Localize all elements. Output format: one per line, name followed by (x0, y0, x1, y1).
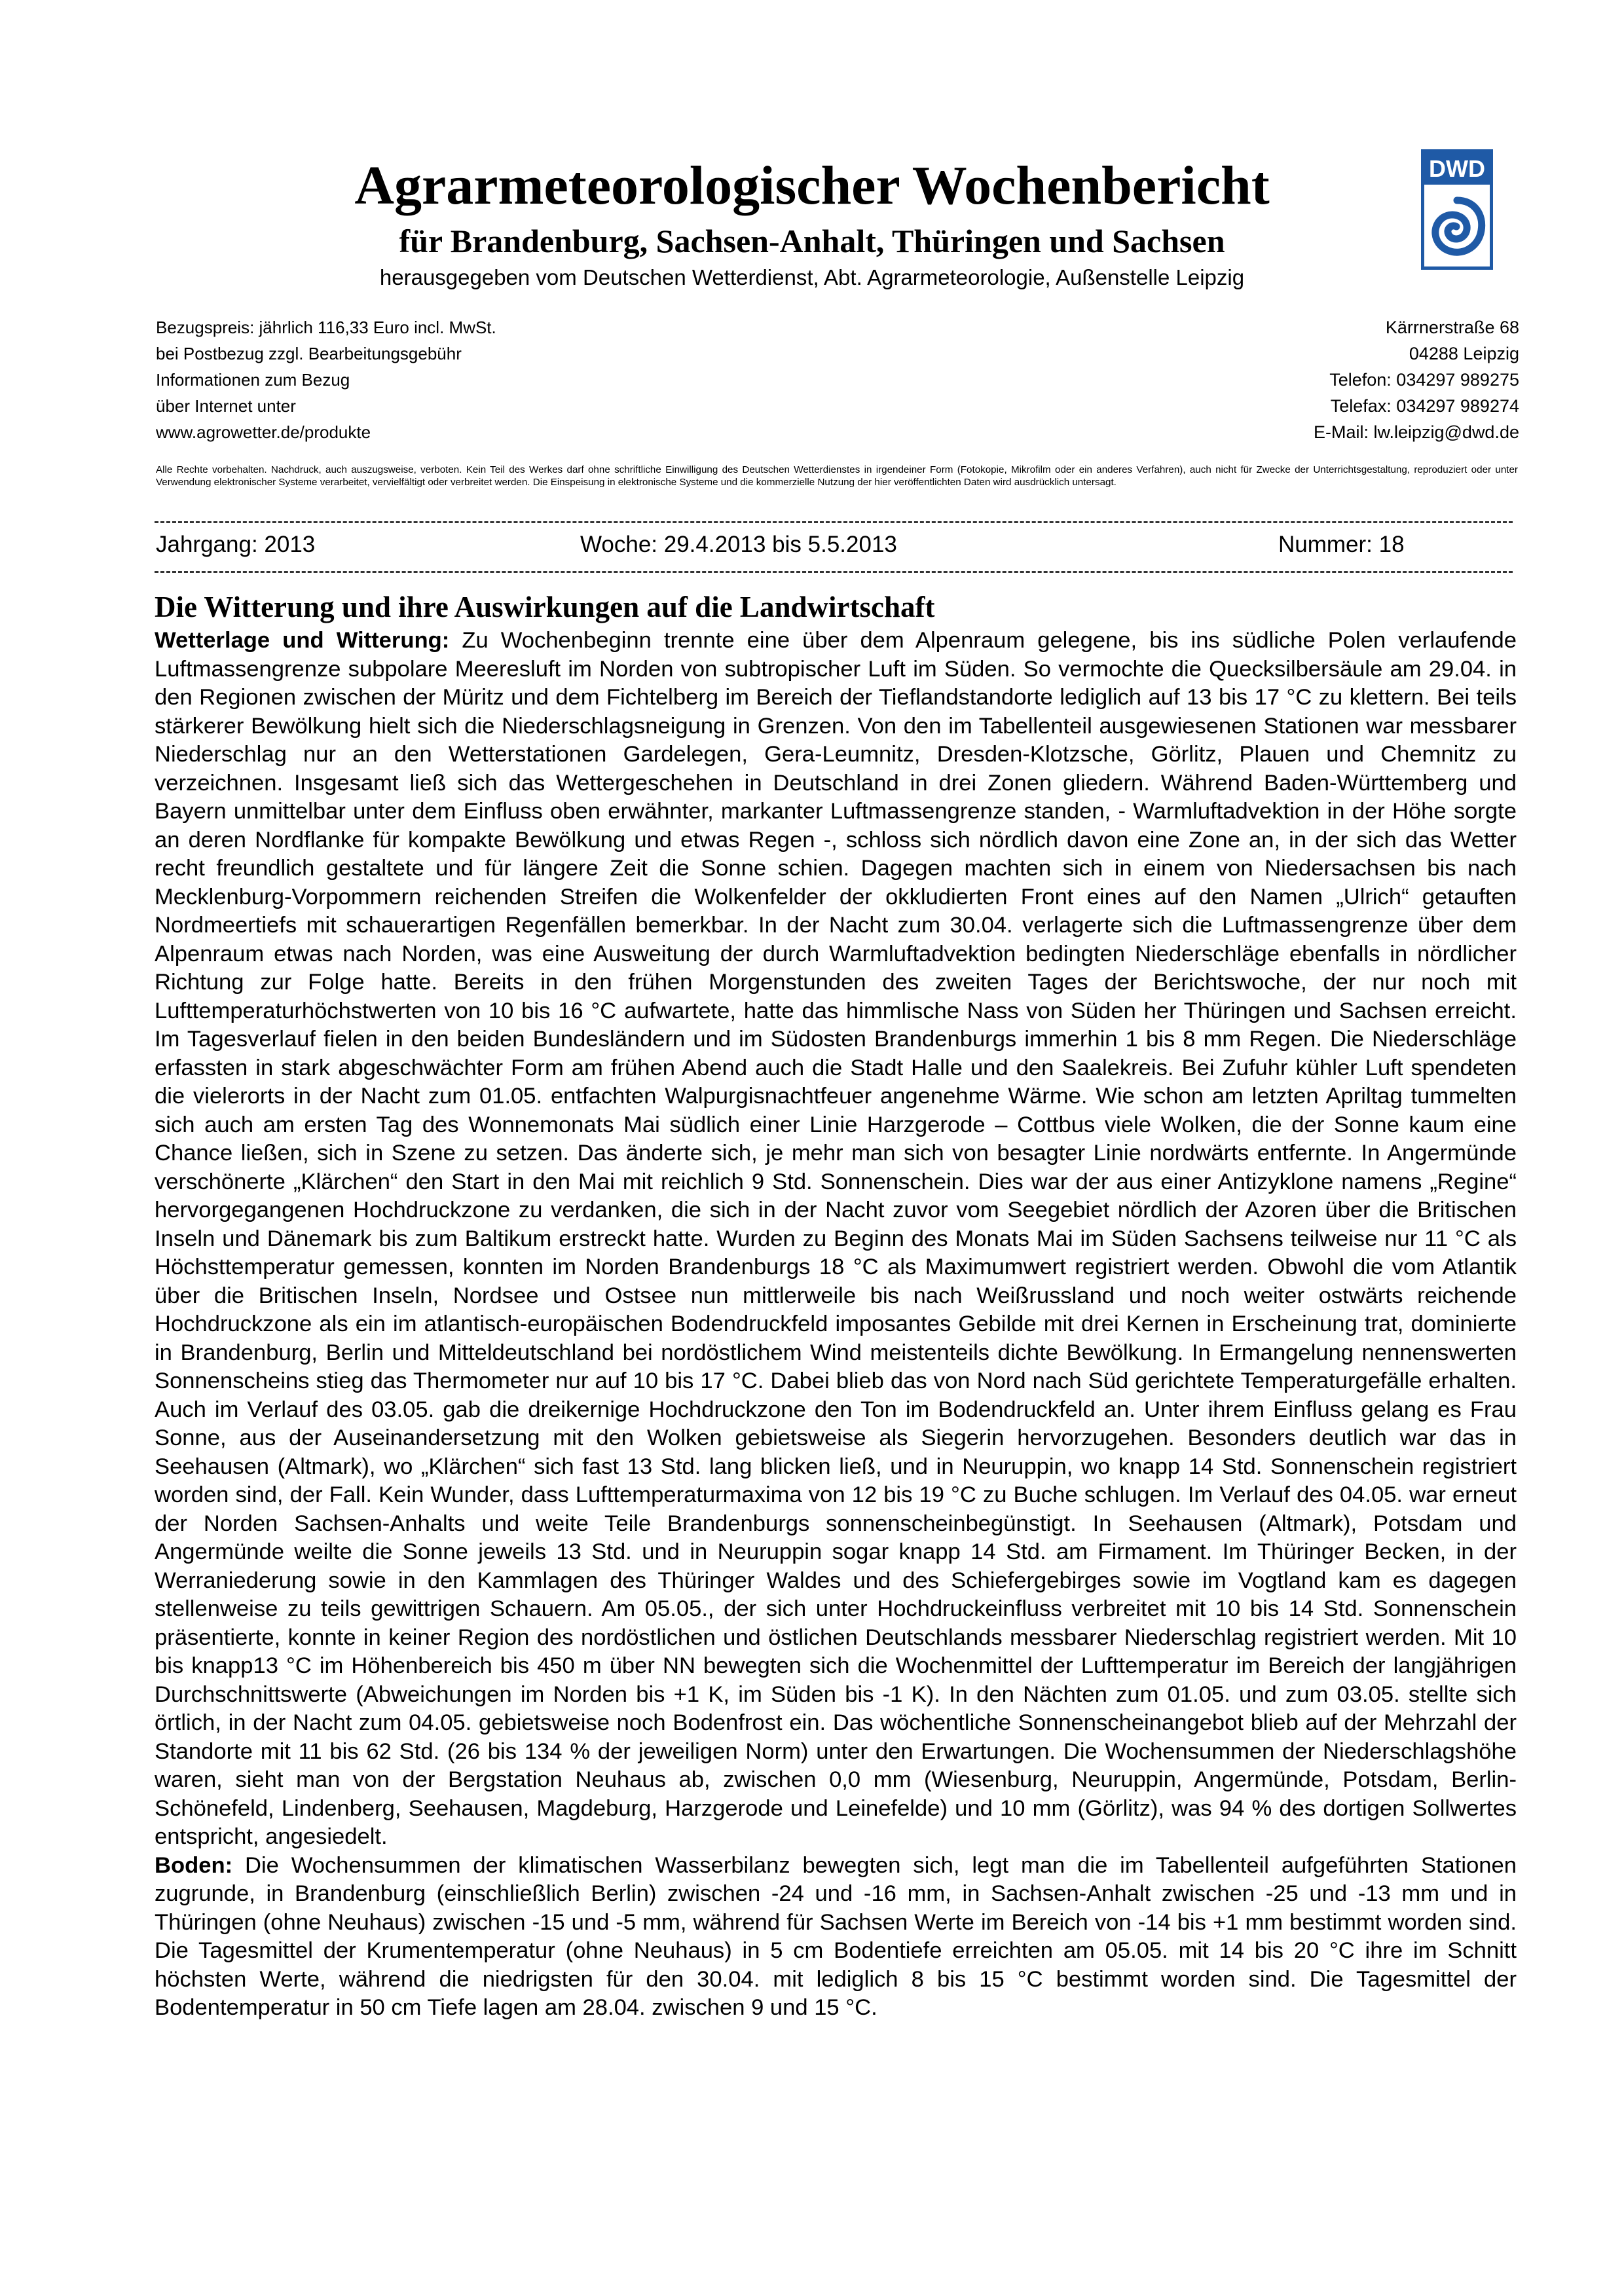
contact-info (1314, 314, 1519, 445)
subscription-info (156, 314, 496, 445)
issue-week: Woche: 29.4.2013 bis 5.5.2013 (580, 532, 897, 557)
soil-paragraph (155, 1852, 1517, 2023)
subscription-url: www.agrowetter.de/produkte (156, 422, 371, 442)
contact-street: Kärrnerstraße 68 (1385, 318, 1519, 337)
soil-lead: Boden: (155, 1852, 233, 1878)
weather-paragraph (155, 627, 1517, 1852)
dwd-logo (1421, 149, 1493, 270)
rights-notice: Alle Rechte vorbehalten. Nachdruck, auch auszugsweise, verboten. Kein Teil des Werkes darf ohne schriftliche Einwilligung des Deutschen Wetterdienstes in irgendeiner Form (Fotokopie, Mikrofilm oder ein anderes Verfahren), auch nicht für Zwecke der Unterrichtsgestaltung, reproduziert oder unter Verwendung elektronischer Systeme verarbeitet, vervielfältigt oder verbreitet werden. Die Einspeisung in elektronische Systeme und die kommerzielle Nutzung der hier veröffentlichten Daten wird ausdrücklich untersagt. (156, 464, 1518, 488)
report-title: Agrarmeteorologischer Wochenbericht (354, 155, 1270, 216)
dwd-logo-icon (1421, 149, 1493, 270)
soil-text: Die Wochensummen der klimatischen Wasserbilanz bewegten sich, legt man die im Tabellenteil aufgeführten Stationen zugrunde, in Brandenburg (einschließlich Berlin) zwischen -24 und -16 mm, in Sachsen-Anhalt zwischen -25 und -13 mm und in Thüringen (ohne Neuhaus) zwischen -15 und -5 mm, während für Sachsen Werte im Bereich von -14 bis +1 mm bestimmt worden sind. Die Tagesmittel der Krumentemperatur (ohne Neuhaus) in 5 cm Bodentiefe erreichten am 05.05. mit 14 bis 20 °C ihre im Schnitt höchsten Werte, während die niedrigsten für den 30.04. mit lediglich 8 bis 15 °C bestimmt worden sind. Die Tagesmittel der Bodentemperatur in 50 cm Tiefe lagen am 28.04. zwischen 9 und 15 °C. (155, 1852, 1517, 2020)
subscription-line: Informationen zum Bezug (156, 370, 350, 390)
contact-city: 04288 Leipzig (1409, 344, 1519, 363)
subscription-line: bei Postbezug zzgl. Bearbeitungsgebühr (156, 344, 462, 363)
issue-bar (155, 532, 1517, 562)
dashed-divider-bottom (155, 571, 1513, 573)
weather-lead: Wetterlage und Witterung: (155, 628, 450, 653)
report-body (155, 627, 1517, 2023)
contact-fax: Telefax: 034297 989274 (1330, 396, 1519, 416)
subscription-line: über Internet unter (156, 396, 296, 416)
report-subtitle: für Brandenburg, Sachsen-Anhalt, Thüringen und Sachsen (399, 223, 1225, 259)
issue-year: Jahrgang: 2013 (156, 532, 316, 557)
contact-email: E-Mail: lw.leipzig@dwd.de (1313, 422, 1519, 442)
publisher-line: herausgegeben vom Deutschen Wetterdienst, Abt. Agrarmeteorologie, Außenstelle Leipzig (379, 265, 1245, 289)
dashed-divider-top (155, 521, 1513, 523)
logo-text: DWD (1429, 155, 1485, 182)
section-heading: Die Witterung und ihre Auswirkungen auf die Landwirtschaft (155, 591, 935, 623)
subscription-line: Bezugspreis: jährlich 116,33 Euro incl. MwSt. (156, 318, 496, 337)
weather-text: Zu Wochenbeginn trennte eine über dem Alpenraum gelegene, bis ins südliche Polen verlaufende Luftmassengrenze subpolare Meeresluft im Norden von subtropischer Luft im Süden. So vermochte die Quecksilbersäule am 29.04. in den Regionen zwischen der Müritz und dem Fichtelberg im Bereich der Tieflandstandorte lediglich auf 13 bis 17 °C zu klettern. Bei teils stärkerer Bewölkung hielt sich die Niederschlagsneigung in Grenzen. Von den im Tabellenteil ausgewiesenen Stationen war messbarer Niederschlag nur an den Wetterstationen Gardelegen, Gera-Leumnitz, Dresden-Klotzsche, Görlitz, Plauen und Chemnitz zu verzeichnen. Insgesamt ließ sich das Wettergeschehen in Deutschland in drei Zonen gliedern. Während Baden-Württemberg und Bayern unmittelbar unter dem Einfluss oben erwähnter, markanter Luftmassengrenze standen, - Warmluftadvektion in der Höhe sorgte an deren Nordflanke für kompakte Bewölkung und etwas Regen -, schloss sich nördlich davon eine Zone an, in der sich das Wetter recht freundlich gestaltete und für längere Zeit die Sonne schien. Dagegen machten sich in einem von Niedersachsen bis nach Mecklenburg-Vorpommern reichenden Streifen die Wolkenfelder der okkludierten Front eines auf den Namen „Ulrich“ getauften Nordmeertiefs mit schauerartigen Regenfällen bemerkbar. In der Nacht zum 30.04. verlagerte sich die Luftmassengrenze über dem Alpenraum etwas nach Norden, was eine Ausweitung der durch Warmluftadvektion bedingten Niederschläge ebenfalls in nördlicher Richtung zur Folge hatte. Bereits in den frühen Morgenstunden des zweiten Tages der Berichtswoche, der nur noch mit Lufttemperaturhöchstwerten von 10 bis 16 °C aufwartete, hatte das himmlische Nass von Süden her Thüringen und Sachsen erreicht. Im Tagesverlauf fielen in den beiden Bundesländern und im Südosten Brandenburgs immerhin 1 bis 8 mm Regen. Die Niederschläge erfassten in stark abgeschwächter Form am frühen Abend auch die Stadt Halle und den Saalekreis. Bei Zufuhr kühler Luft spendeten die vielerorts in der Nacht zum 01.05. entfachten Walpurgisnachtfeuer angenehme Wärme. Wie schon am letzten Apriltag tummelten sich auch am ersten Tag des Wonnemonats Mai südlich einer Linie Harzgerode – Cottbus viele Wolken, die der Sonne kaum eine Chance ließen, sich in Szene zu setzen. Das änderte sich, je mehr man sich von besagter Linie nordwärts entfernte. In Angermünde verschönerte „Klärchen“ den Start in den Mai mit reichlich 9 Std. Sonnenschein. Dies war der aus einer Antizyklone namens „Regine“ hervorgegangenen Hochdruckzone zu verdanken, die sich in der Nacht zuvor vom Seegebiet nördlich der Azoren über die Britischen Inseln und Dänemark bis zum Baltikum erstreckt hatte. Wurden zu Beginn des Monats Mai im Süden Sachsens teilweise nur 11 °C als Höchsttemperatur gemessen, konnten im Norden Brandenburgs 18 °C als Maximumwert registriert werden. Obwohl die vom Atlantik über die Britischen Inseln, Nordsee und Ostsee nun mittlerweile bis nach Weißrussland und noch weiter ostwärts reichende Hochdruckzone als ein im atlantisch-europäischen Bodendruckfeld imposantes Gebilde mit drei Kernen in Erscheinung trat, dominierte in Brandenburg, Berlin und Mitteldeutschland bei nordöstlichem Wind meistenteils dichte Bewölkung. In Ermangelung nennenswerten Sonnenscheins stieg das Thermometer nur auf 10 bis 17 °C. Dabei blieb das von Nord nach Süd gerichtete Temperaturgefälle erhalten. Auch im Verlauf des 03.05. gab die dreikernige Hochdruckzone den Ton im Bodendruckfeld an. Unter ihrem Einfluss gelang es Frau Sonne, aus der Auseinandersetzung mit den Wolken gebietsweise als Siegerin hervorzugehen. Besonders deutlich war das in Seehausen (Altmark), wo „Klärchen“ sich fast 13 Std. lang blicken ließ, und in Neuruppin, wo knapp 14 Std. Sonnenschein registriert worden sind, der Fall. Kein Wunder, dass Lufttemperaturmaxima von 12 bis 19 °C zu Buche schlugen. Im Verlauf des 04.05. war erneut der Norden Sachsen-Anhalts und weite Teile Brandenburgs sonnenscheinbegünstigt. In Seehausen (Altmark), Potsdam und Angermünde weilte die Sonne jeweils 13 Std. und in Neuruppin sogar knapp 14 Std. am Firmament. Im Thüringer Becken, in der Werraniederung sowie in den Kammlagen des Thüringer Waldes und des Schiefergebirges sowie im Vogtland kam es dagegen stellenweise zu teils gewittrigen Schauern. Am 05.05., der sich unter Hochdruckeinfluss verbreitet mit 10 bis 14 Std. Sonnenschein präsentierte, konnte in keiner Region des nordöstlichen und östlichen Deutschlands messbarer Niederschlag registriert werden. Mit 10 bis knapp13 °C im Höhenbereich bis 450 m über NN bewegten sich die Wochenmittel der Lufttemperatur im Bereich der langjährigen Durchschnittswerte (Abweichungen im Norden bis +1 K, im Süden bis -1 K). In den Nächten zum 01.05. und zum 03.05. stellte sich örtlich, in der Nacht zum 04.05. gebietsweise noch Bodenfrost ein. Das wöchentliche Sonnenscheinangebot blieb auf der Mehrzahl der Standorte mit 11 bis 62 Std. (26 bis 134 % der jeweiligen Norm) unter den Erwartungen. Die Wochensummen der Niederschlagshöhe waren, sieht man von der Bergstation Neuhaus ab, zwischen 0,0 mm (Wiesenburg, Neuruppin, Angermünde, Potsdam, Berlin-Schönefeld, Lindenberg, Seehausen, Magdeburg, Harzgerode und Leinefelde) und 10 mm (Görlitz), was 94 % des dortigen Sollwertes entspricht, angesiedelt. (155, 628, 1517, 1849)
issue-number: Nummer: 18 (1278, 532, 1405, 557)
contact-phone: Telefon: 034297 989275 (1329, 370, 1519, 390)
